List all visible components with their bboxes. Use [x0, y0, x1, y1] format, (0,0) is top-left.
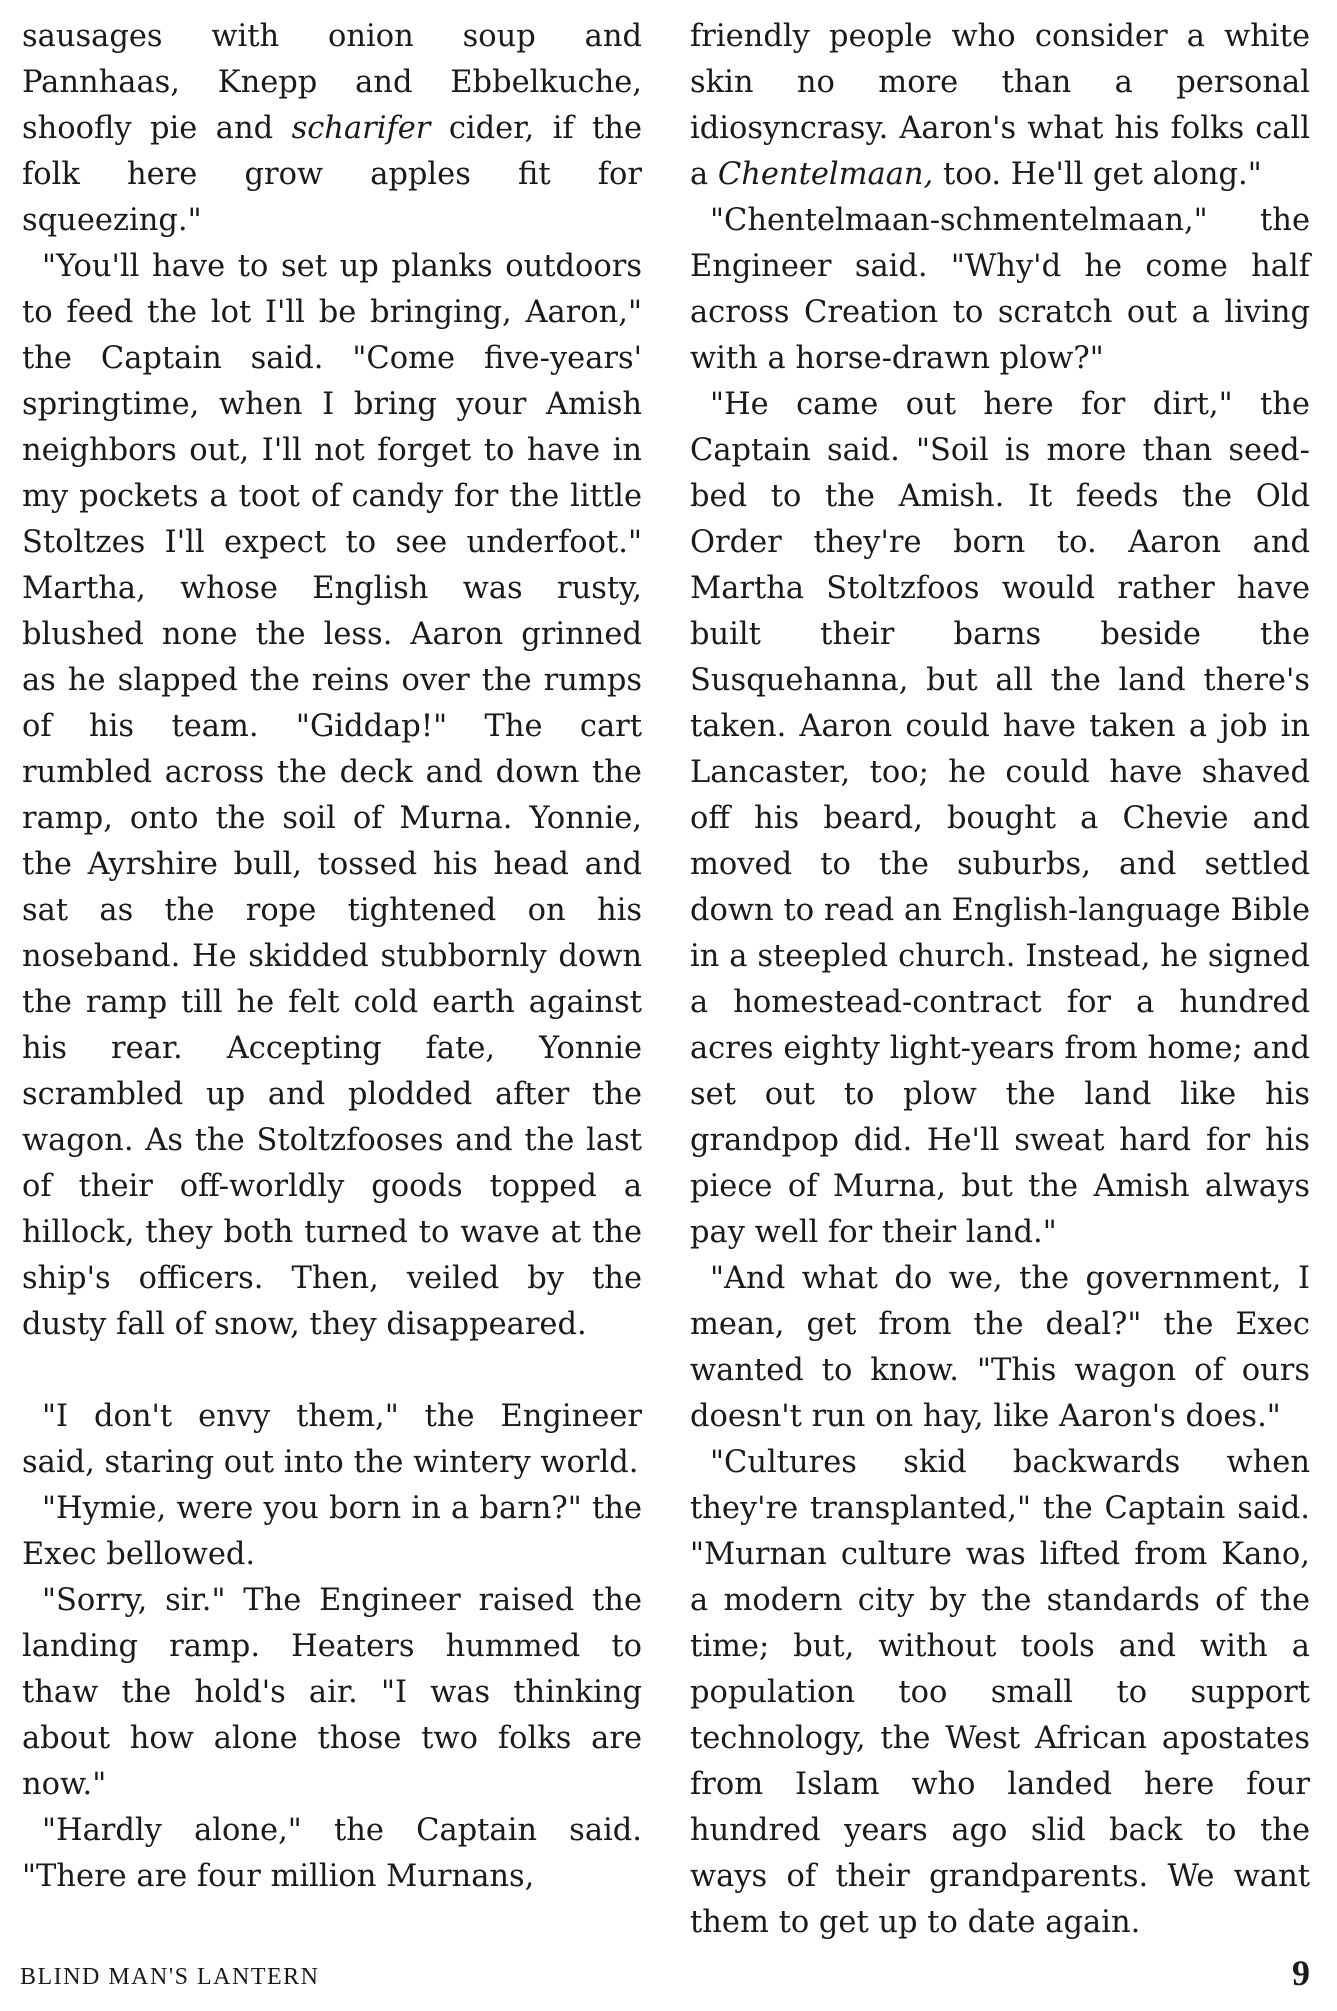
paragraph: "Chentelmaan-schmentelmaan," the Engineer said. "Why'd he come half across Creation to scratch out a living with a horse-drawn plow?"	[690, 203, 1310, 376]
paragraph-text: cider, if the folk here grow apples fit for squeezing."	[22, 111, 642, 238]
paragraph-text: too. He'll get along."	[933, 157, 1262, 192]
paragraph: "Cultures skid backwards when they're transplanted," the Captain said. "Murnan culture was lifted from Kano, a modern city by the standards of the time; but, without tools and with a population too small to support technology, the West African apostates from Islam who landed here four hundred years ago slid back to the ways of their grandparents. We want them to get up to date again.	[690, 1445, 1310, 1940]
left-column	[22, 14, 642, 1900]
paragraph: "And what do we, the government, I mean, get from the deal?" the Exec wanted to know. "This wagon of ours doesn't run on hay, like Aaron's does."	[690, 1261, 1310, 1434]
paragraph	[690, 14, 1310, 198]
section-break	[22, 1348, 642, 1394]
paragraph-text: sausages with onion soup and Pannhaas, Knepp and Ebbelkuche, shoofly pie and	[22, 19, 642, 146]
italic-word: Chentelmaan,	[717, 157, 934, 192]
paragraph-text: friendly people who consider a white skin no more than a personal idiosyncrasy. Aaron's what his folks call a	[690, 19, 1310, 192]
running-footer-title: BLIND MAN'S LANTERN	[20, 1964, 320, 1990]
paragraph: "He came out here for dirt," the Captain said. "Soil is more than seed-bed to the Amish. It feeds the Old Order they're born to. Aaron and Martha Stoltzfoos would rather have built their barns beside the Susquehanna, but all the land there's taken. Aaron could have taken a job in Lancaster, too; he could have shaved off his beard, bought a Chevie and moved to the suburbs, and settled down to read an English-language Bible in a steepled church. Instead, he signed a homestead-contract for a hundred acres eighty light-years from home; and set out to plow the land like his grandpop did. He'll sweat hard for his piece of Murna, but the Amish always pay well for their land."	[690, 387, 1310, 1250]
paragraph: "Hymie, were you born in a barn?" the Exec bellowed.	[22, 1491, 642, 1572]
page-number: 9	[1292, 1953, 1310, 1993]
paragraph: "I don't envy them," the Engineer said, staring out into the wintery world.	[22, 1399, 642, 1480]
paragraph	[22, 14, 642, 244]
paragraph: "Sorry, sir." The Engineer raised the landing ramp. Heaters hummed to thaw the hold's air. "I was thinking about how alone those two folks are now."	[22, 1583, 642, 1802]
right-column	[690, 14, 1310, 1946]
italic-word: scharifer	[291, 111, 431, 146]
paragraph: "You'll have to set up planks outdoors to feed the lot I'll be bringing, Aaron," the Captain said. "Come five-years' springtime, when I bring your Amish neighbors out, I'll not forget to have in my pockets a toot of candy for the little Stoltzes I'll expect to see underfoot." Martha, whose English was rusty, blushed none the less. Aaron grinned as he slapped the reins over the rumps of his team. "Giddap!" The cart rumbled across the deck and down the ramp, onto the soil of Murna. Yonnie, the Ayrshire bull, tossed his head and sat as the rope tightened on his noseband. He skidded stubbornly down the ramp till he felt cold earth against his rear. Accepting fate, Yonnie scrambled up and plodded after the wagon. As the Stoltzfooses and the last of their off-worldly goods topped a hillock, they both turned to wave at the ship's officers. Then, veiled by the dusty fall of snow, they disappeared.	[22, 249, 642, 1342]
paragraph: "Hardly alone," the Captain said. "There are four million Murnans,	[22, 1813, 642, 1894]
